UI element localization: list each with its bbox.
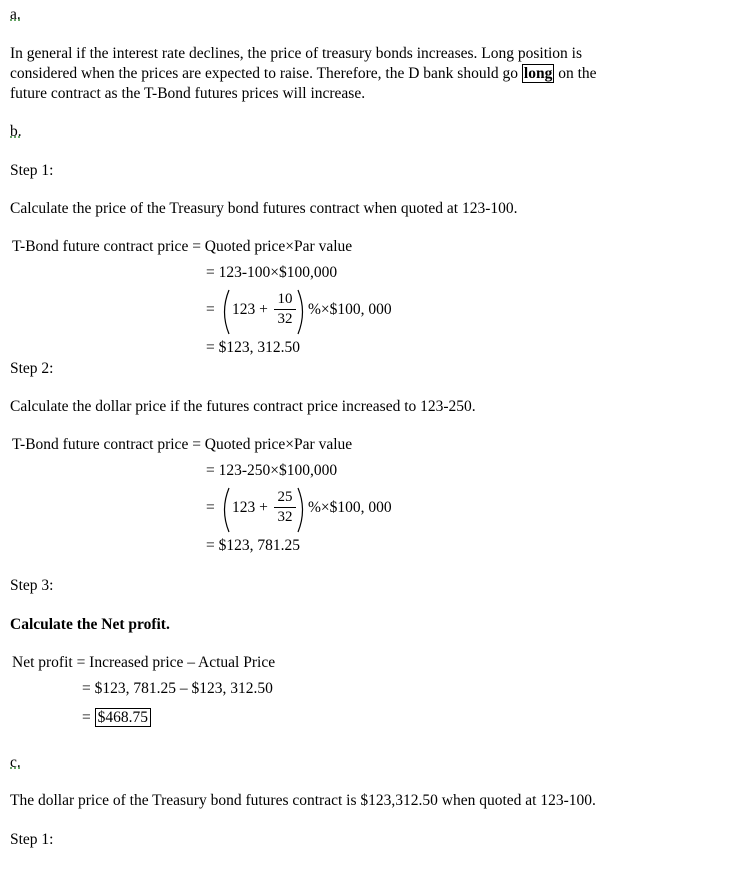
part-a-line-2-after: on the bbox=[554, 65, 597, 82]
step-2-eq-line-3-suffix: %×$100, 000 bbox=[308, 499, 392, 516]
step-2-eq-line-3-inner: 123 + bbox=[232, 499, 268, 516]
part-a-line-2 bbox=[10, 64, 710, 84]
step-2-fraction bbox=[274, 489, 296, 526]
step-3-heading: Calculate the Net profit. bbox=[10, 616, 170, 633]
part-c-text: The dollar price of the Treasury bond futures contract is $123,312.50 when quoted at 123-100. bbox=[10, 792, 596, 809]
net-profit-answer-box: $468.75 bbox=[95, 708, 151, 727]
step-2-eq-line-1: T-Bond future contract price = Quoted price×Par value bbox=[12, 436, 353, 453]
long-highlight: long bbox=[523, 65, 553, 82]
step-1-text: Calculate the price of the Treasury bond futures contract when quoted at 123-100. bbox=[10, 200, 518, 217]
part-a-line-2-before: considered when the prices are expected to raise. Therefore, the D bank should go bbox=[10, 65, 522, 82]
step-3-eq-line-3 bbox=[82, 709, 151, 727]
step-2-left-paren bbox=[219, 487, 231, 533]
part-a-line-3: future contract as the T-Bond futures prices will increase. bbox=[10, 85, 366, 102]
step-1-eq-line-4: = $123, 312.50 bbox=[206, 339, 300, 356]
step-1-fraction bbox=[274, 291, 296, 328]
step-1-eq-line-3-inner: 123 + bbox=[232, 301, 268, 318]
part-a-line-1: In general if the interest rate declines, the price of treasury bonds increases. Long position is bbox=[10, 45, 583, 62]
step-2-right-paren bbox=[296, 487, 308, 533]
step-1-fraction-denominator: 32 bbox=[277, 311, 293, 327]
step-2-fraction-denominator: 32 bbox=[277, 509, 293, 525]
step-2-fraction-numerator: 25 bbox=[277, 489, 293, 505]
step-3-eq-line-2: = $123, 781.25 – $123, 312.50 bbox=[82, 680, 273, 697]
step-2-eq-line-3-prefix: = bbox=[206, 499, 215, 516]
step-1-fraction-numerator: 10 bbox=[277, 291, 293, 307]
part-c-step-1-label: Step 1: bbox=[10, 831, 54, 848]
step-1-label: Step 1: bbox=[10, 162, 54, 179]
step-3-eq-line-1: Net profit = Increased price – Actual Price bbox=[12, 654, 276, 671]
step-1-left-paren bbox=[219, 289, 231, 335]
step-2-fraction-bar bbox=[274, 507, 296, 508]
part-a-paragraph bbox=[10, 44, 710, 104]
step-3-label: Step 3: bbox=[10, 577, 54, 594]
step-2-label: Step 2: bbox=[10, 360, 54, 377]
part-a-label: a. bbox=[10, 6, 21, 23]
step-1-eq-line-3-prefix: = bbox=[206, 301, 215, 318]
part-b-label: b. bbox=[10, 123, 22, 140]
step-2-text: Calculate the dollar price if the futures contract price increased to 123-250. bbox=[10, 398, 476, 415]
step-2-eq-line-2: = 123-250×$100,000 bbox=[206, 462, 338, 479]
step-1-eq-line-3-suffix: %×$100, 000 bbox=[308, 301, 392, 318]
step-1-right-paren bbox=[296, 289, 308, 335]
step-1-eq-line-1: T-Bond future contract price = Quoted price×Par value bbox=[12, 238, 353, 255]
step-1-eq-line-2: = 123-100×$100,000 bbox=[206, 264, 338, 281]
step-3-eq-line-3-prefix: = bbox=[82, 709, 91, 726]
step-1-fraction-bar bbox=[274, 309, 296, 310]
step-2-eq-line-4: = $123, 781.25 bbox=[206, 537, 300, 554]
part-c-label: c. bbox=[10, 754, 21, 771]
